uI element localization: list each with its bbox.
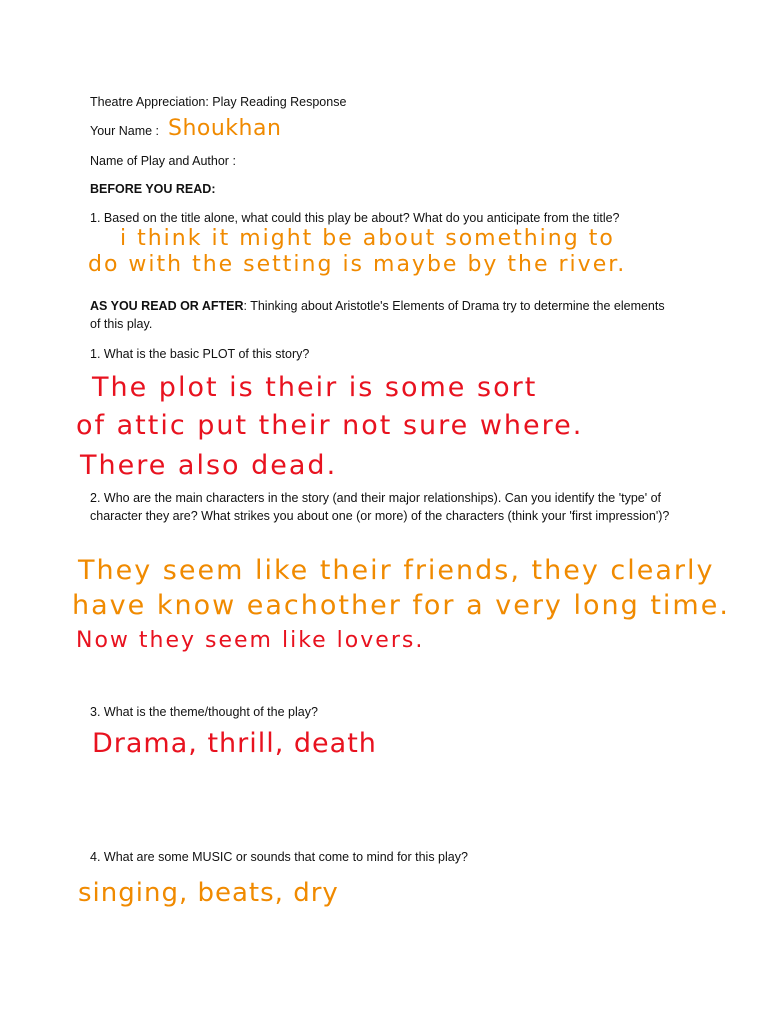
- as-you-read-heading: AS YOU READ OR AFTER: [90, 299, 244, 313]
- plot-question: 1. What is the basic PLOT of this story?: [90, 347, 310, 361]
- handwritten-plot-line-1: The plot is their is some sort: [92, 372, 538, 403]
- as-you-read-intro: [90, 297, 670, 333]
- handwritten-plot-line-3: There also dead.: [80, 450, 338, 481]
- before-question-1: 1. Based on the title alone, what could this play be about? What do you anticipate from the title?: [90, 211, 620, 225]
- handwritten-characters-line-3: Now they seem like lovers.: [76, 628, 425, 653]
- play-author-label: Name of Play and Author :: [90, 154, 236, 168]
- handwritten-theme-answer: Drama, thrill, death: [92, 728, 377, 759]
- as-you-read-instructions: : Thinking about Aristotle's Elements of Drama try to determine the elements of this play.: [90, 299, 665, 331]
- handwritten-music-answer: singing, beats, dry: [78, 878, 339, 908]
- theme-question: 3. What is the theme/thought of the play?: [90, 705, 318, 719]
- handwritten-characters-line-1: They seem like their friends, they clearly: [78, 555, 715, 586]
- music-question: 4. What are some MUSIC or sounds that come to mind for this play?: [90, 850, 468, 864]
- handwritten-characters-line-2: have know eachother for a very long time.: [72, 590, 730, 621]
- handwritten-answer-before-1-line-2: do with the setting is maybe by the river.: [88, 252, 627, 277]
- characters-question: 2. Who are the main characters in the story (and their major relationships). Can you identify the 'type' of character they are? What strikes you about one (or more) of the characters (think your 'first impression')?: [90, 491, 670, 523]
- handwritten-name: Shoukhan: [168, 116, 282, 141]
- handwritten-answer-before-1-line-1: i think it might be about something to: [120, 226, 615, 251]
- before-you-read-heading: BEFORE YOU READ:: [90, 182, 216, 196]
- handwritten-plot-line-2: of attic put their not sure where.: [76, 410, 584, 441]
- worksheet-title: Theatre Appreciation: Play Reading Response: [90, 95, 347, 109]
- name-label: Your Name :: [90, 124, 160, 138]
